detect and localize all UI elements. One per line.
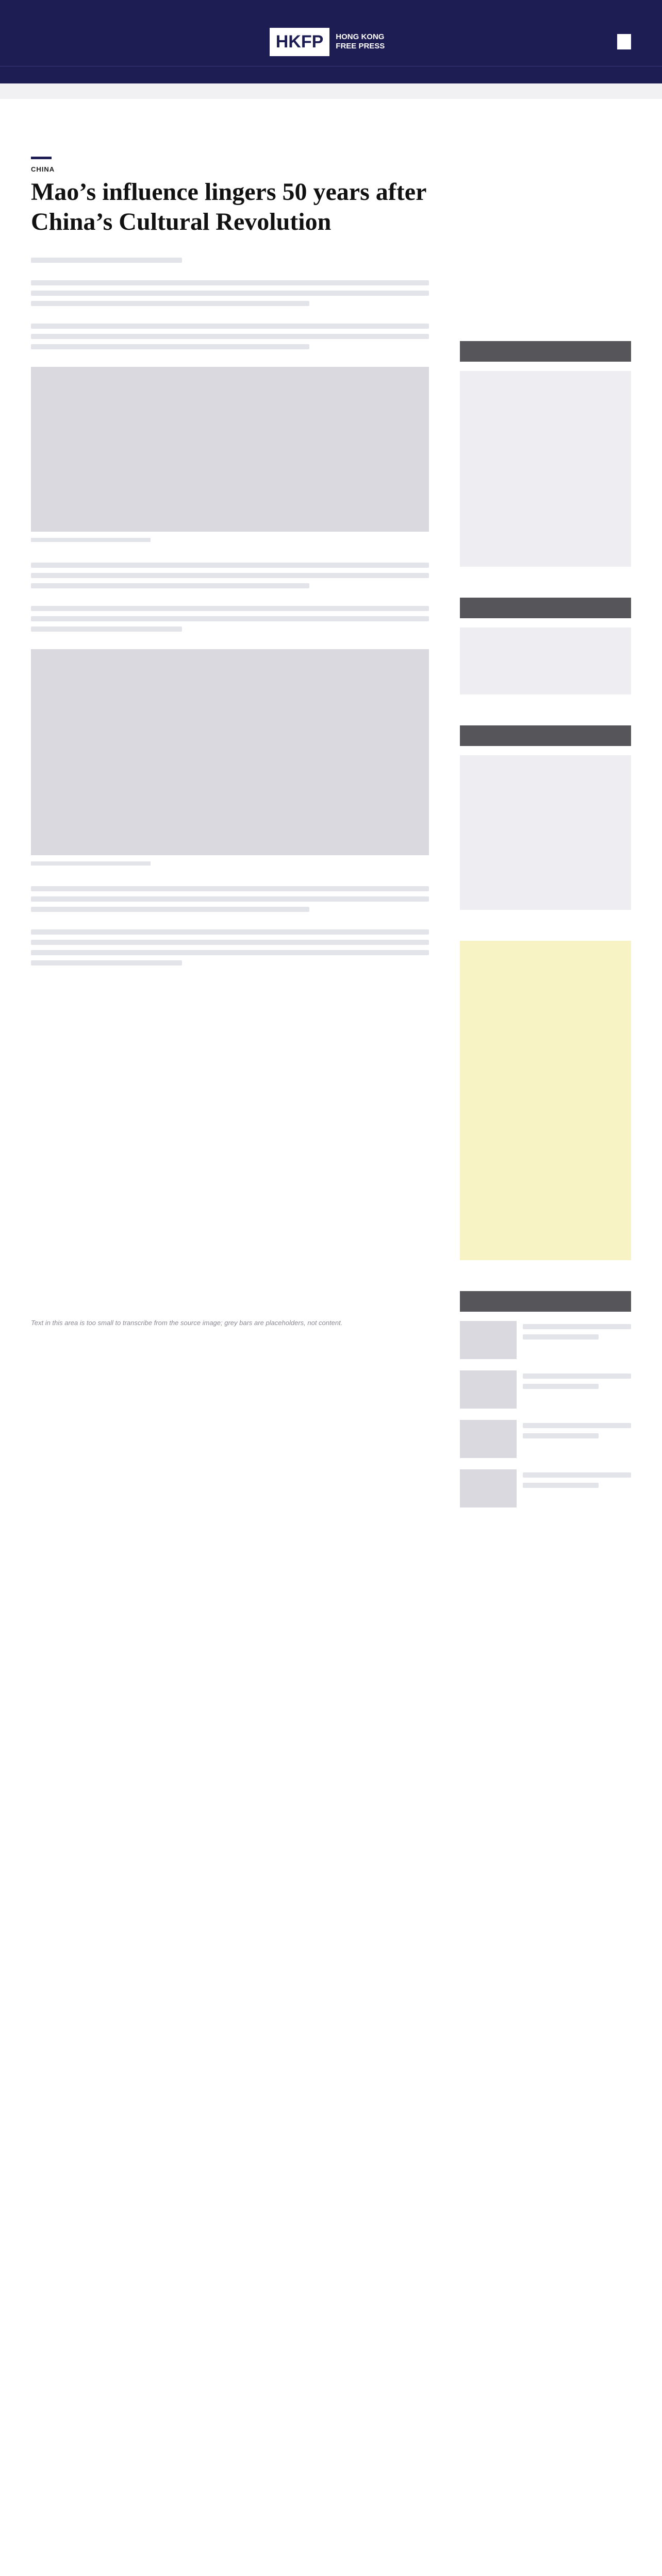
site-logo[interactable]: HKFP: [270, 28, 330, 56]
site-header: [0, 0, 662, 99]
article-image: [31, 367, 429, 532]
body-placeholder: [31, 324, 429, 349]
utility-bar: [0, 0, 662, 18]
sidebar: [460, 99, 631, 1538]
body-placeholder: [31, 606, 429, 632]
masthead-actions: [617, 34, 631, 49]
trending-bar: [0, 83, 662, 99]
section-tag[interactable]: CHINA: [31, 165, 55, 173]
sidebar-block: [460, 598, 631, 694]
caption-placeholder: [31, 861, 151, 866]
unreadable-note: Text in this area is too small to transcribe from the source image; grey bars are placeholders, not content.: [31, 1319, 343, 1327]
byline-placeholder: [31, 258, 429, 263]
site-name: HONG KONG FREE PRESS: [336, 32, 385, 50]
sidebar-block: [460, 341, 631, 567]
article-image: [31, 649, 429, 855]
main-navigation: [0, 66, 662, 83]
body-placeholder: [31, 929, 429, 965]
masthead: [0, 18, 662, 66]
sidebar-block: [460, 1291, 631, 1507]
body-placeholder: [31, 280, 429, 306]
body-placeholder: [31, 563, 429, 588]
newsletter-signup: [460, 941, 631, 1260]
sidebar-block: [460, 725, 631, 910]
headline: Mao’s influence lingers 50 years after China’s Cultural Revolution: [31, 178, 426, 235]
support-button[interactable]: [617, 34, 631, 49]
body-placeholder: [31, 886, 429, 912]
section-rule: [31, 157, 52, 159]
caption-placeholder: [31, 538, 151, 542]
